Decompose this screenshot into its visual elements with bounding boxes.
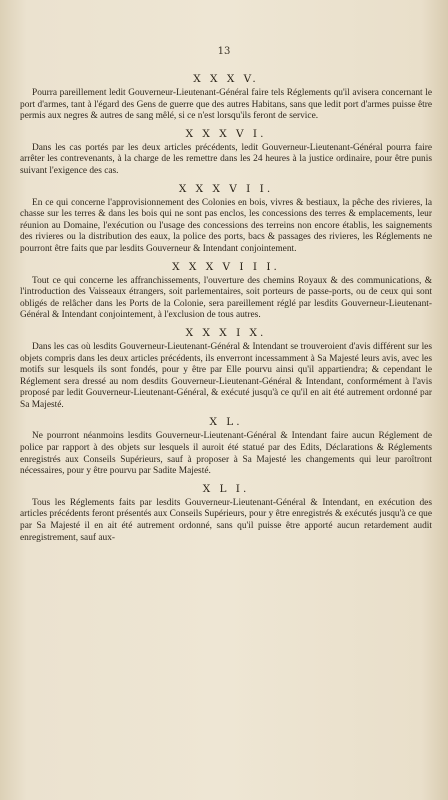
article-heading: X X X V I I I. bbox=[172, 260, 280, 273]
article-heading: X X X V I. bbox=[185, 127, 267, 140]
article-text: En ce qui concerne l'approvisionnement des Colonies en bois, vivres & bestiaux, la pêche des rivieres, la chasse sur les terres & dans les bois qui ne sont pas enclos, les concessions des terres & emplacements, leur réunion au Domaine, l'exécution ou l'usage des concessions des terreins non encore établis, les saignements des rivieres ou la distribution des eaux, la police des ports, bacs & passages des rivieres, les Réglements ne pourront être faits que par lesdits Gouverneur & Intendant conjointement. bbox=[20, 197, 432, 254]
article-heading: X L. bbox=[209, 416, 243, 429]
article-text: Pourra pareillement ledit Gouverneur-Lieutenant-Général faire tels Réglements qu'il avisera concernant le port d'armes, tant à l'égard des Gens de guerre que des autres Habitans, sans que ledit port d'armes puisse être permis aux negres & autres de sang mêlé, si ce n'est lorsqu'ils feront de service. bbox=[20, 88, 432, 122]
article-text: Tous les Réglements faits par lesdits Gouverneur-Lieutenant-Général & Intendant, en exécution des articles précédents feront présentés aux Conseils Supérieurs, pour y être enregistrés & exécutés jusqu'à ce que par Sa Majesté il en ait été autrement ordonné, sans qu'il puisse être apporté aucun retardement audit enregistrement, sauf aux- bbox=[20, 497, 432, 543]
page-content bbox=[20, 68, 432, 546]
article-text: Dans les cas où lesdits Gouverneur-Lieutenant-Général & Intendant se trouveroient d'avis différent sur les objets compris dans les deux articles précédents, ils enverront incessamment à Sa Majesté leurs avis, avec les motifs sur lesquels ils sont fondés, pour y être par Elle pourvu ainsi qu'il appartiendra; & cependant le Réglement sera dressé au nom desdits Gouverneur-Lieutenant-Général & Intendant, conformément à l'avis proposé par ledit Gouverneur-Lieutenant-Général, & exécuté jusqu'à ce qu'il en ait été autrement ordonné par Sa Majesté. bbox=[20, 341, 432, 410]
article-text: Ne pourront néanmoins lesdits Gouverneur-Lieutenant-Général & Intendant faire aucun Réglement de police par rapport à des objets sur lesquels il auroit été statué par des Edits, Déclarations & Réglements enregistrés aux Conseils Supérieurs, sauf à proposer à Sa Majesté les changements qui leur paroîtront nécessaires, pour y être pourvu par Sadite Majesté. bbox=[20, 431, 432, 477]
page-number: 13 bbox=[217, 46, 231, 57]
article-heading: X X X I X. bbox=[185, 326, 267, 339]
article-text: Dans les cas portés par les deux articles précédents, ledit Gouverneur-Lieutenant-Général pourra faire arrêter les contrevenants, à la charge de les remettre dans les 24 heures à la justice ordinaire, pour être punis suivant l'exigence des cas. bbox=[20, 142, 432, 176]
article-heading: X X X V I I. bbox=[178, 182, 274, 195]
article-text: Tout ce qui concerne les affranchissements, l'ouverture des chemins Royaux & des communications, & l'introduction des Vaisseaux étrangers, soit parlementaires, soit porteurs de passe-ports, ou de ceux qui sont obligés de relâcher dans les Ports de la Colonie, sera pareillement réglé par lesdits Gouverneur-Lieutenant-Général & Intendant conjointement, à l'exclusion de tous autres. bbox=[20, 275, 432, 321]
article-heading: X L I. bbox=[202, 482, 250, 495]
article-heading: X X X V. bbox=[193, 73, 259, 85]
